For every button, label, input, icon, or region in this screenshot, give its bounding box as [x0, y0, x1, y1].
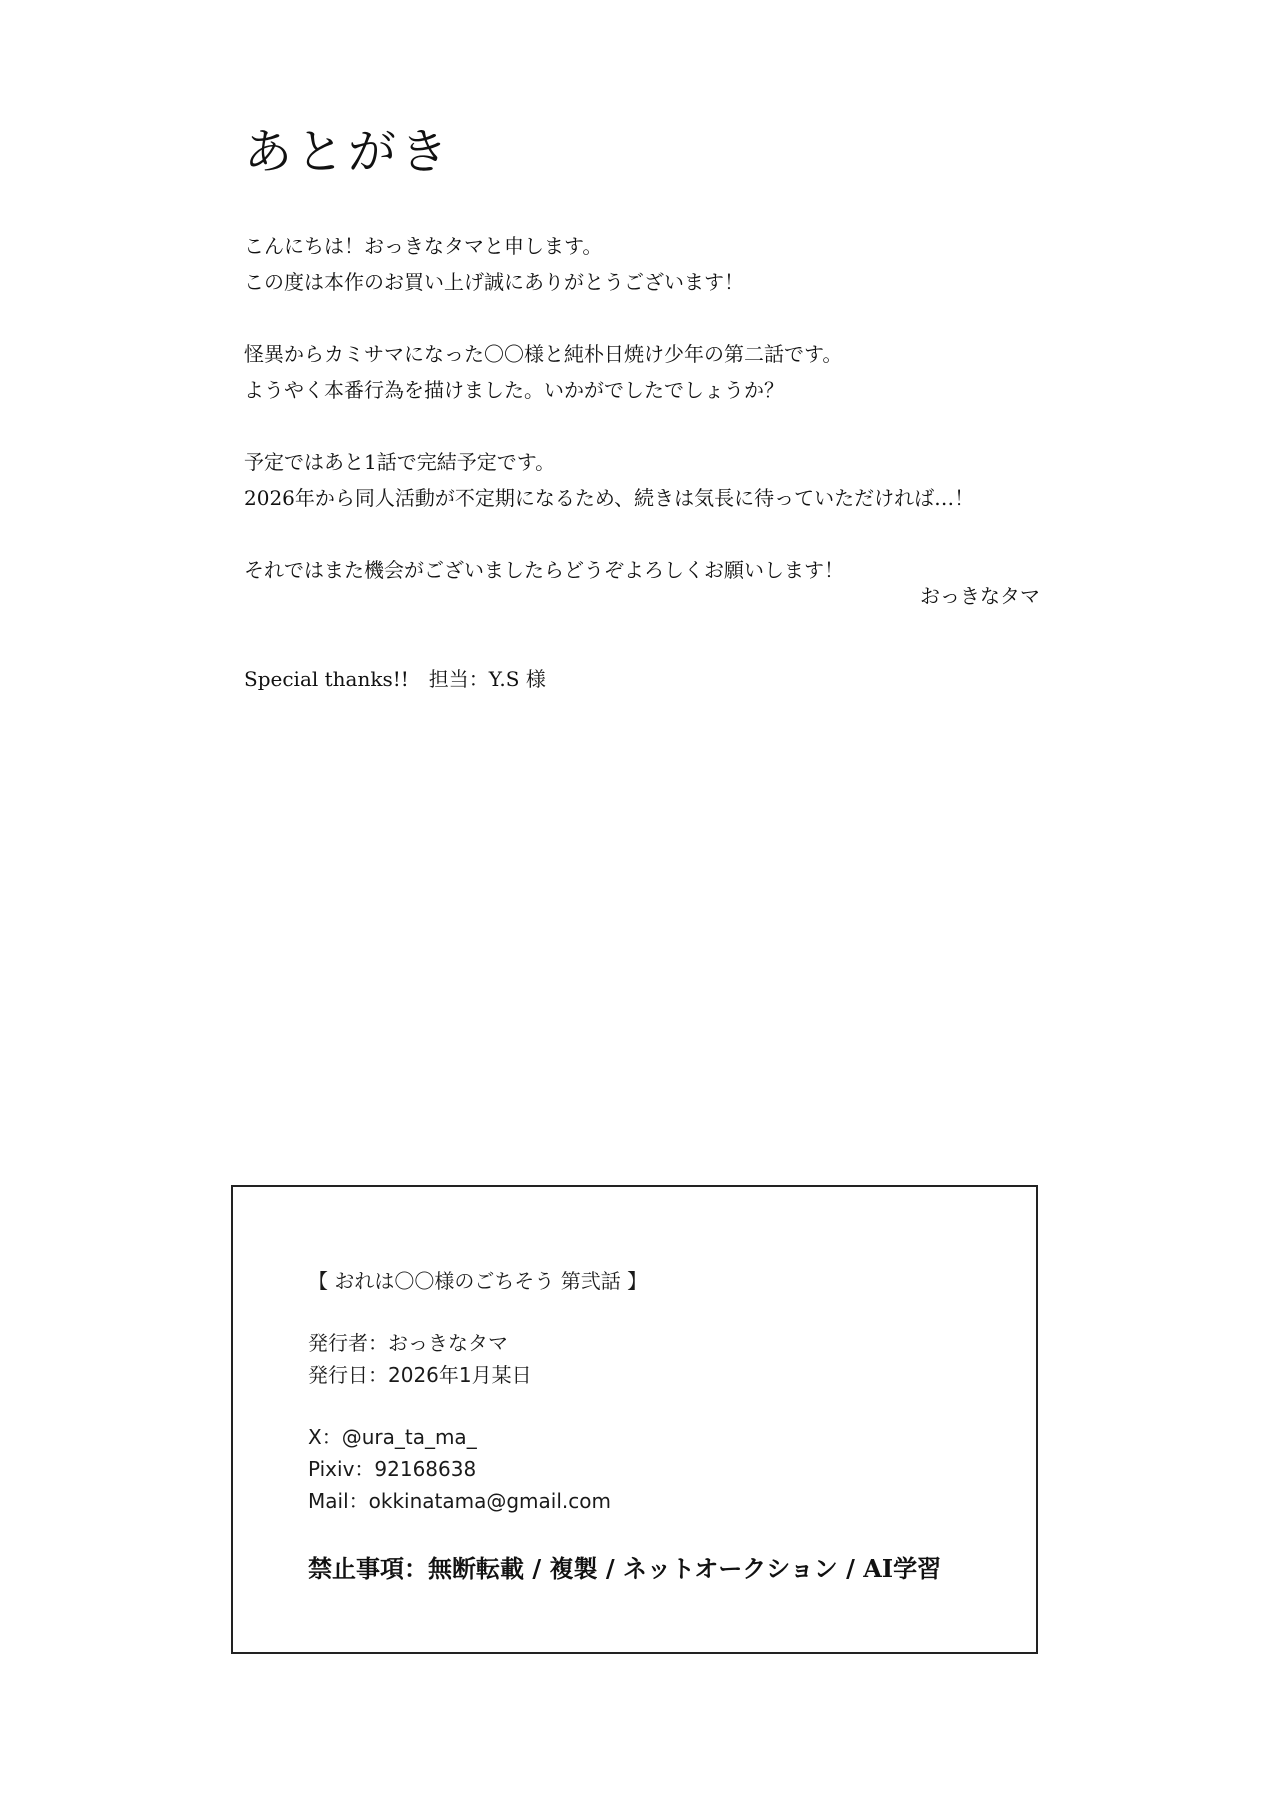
author-signature: おっきなタマ [920, 584, 1040, 608]
paragraph [244, 228, 1044, 300]
mail-line: Mail：okkinatama@gmail.com [308, 1489, 611, 1513]
prohibition-notice: 禁止事項：無断転載 / 複製 / ネットオークション / AI学習 [308, 1554, 942, 1583]
paragraph [244, 336, 1044, 408]
text-line: それではまた機会がございましたらどうぞよろしくお願いします！ [244, 558, 844, 582]
pixiv-line: Pixiv：92168638 [308, 1457, 477, 1481]
colophon-box [231, 1185, 1038, 1654]
text-line: こんにちは！おっきなタマと申します。 [244, 234, 603, 258]
contact-info [308, 1421, 647, 1517]
x-account-line: X：@ura_ta_ma_ [308, 1425, 477, 1449]
page-title: あとがき [244, 124, 453, 180]
afterword-body [244, 228, 1044, 624]
text-line: ようやく本番行為を描けました。いかがでしたでしょうか？ [244, 378, 784, 402]
publish-date-line: 発行日：2026年1月某日 [308, 1363, 532, 1387]
text-line: 2026年から同人活動が不定期になるため、続きは気長に待っていただければ…！ [244, 486, 975, 510]
publisher-line: 発行者：おっきなタマ [308, 1331, 508, 1355]
colophon-title: 【 おれは〇〇様のごちそう 第弐話 】 [308, 1269, 648, 1293]
special-thanks: Special thanks!! 担当：Y.S 様 [244, 667, 546, 691]
text-line: 予定ではあと1話で完結予定です。 [244, 450, 556, 474]
colophon-content [308, 1265, 647, 1547]
paragraph [244, 444, 1044, 516]
text-line: この度は本作のお買い上げ誠にありがとうございます！ [244, 270, 744, 294]
text-line: 怪異からカミサマになった〇〇様と純朴日焼け少年の第二話です。 [244, 342, 843, 366]
publication-info [308, 1327, 647, 1391]
